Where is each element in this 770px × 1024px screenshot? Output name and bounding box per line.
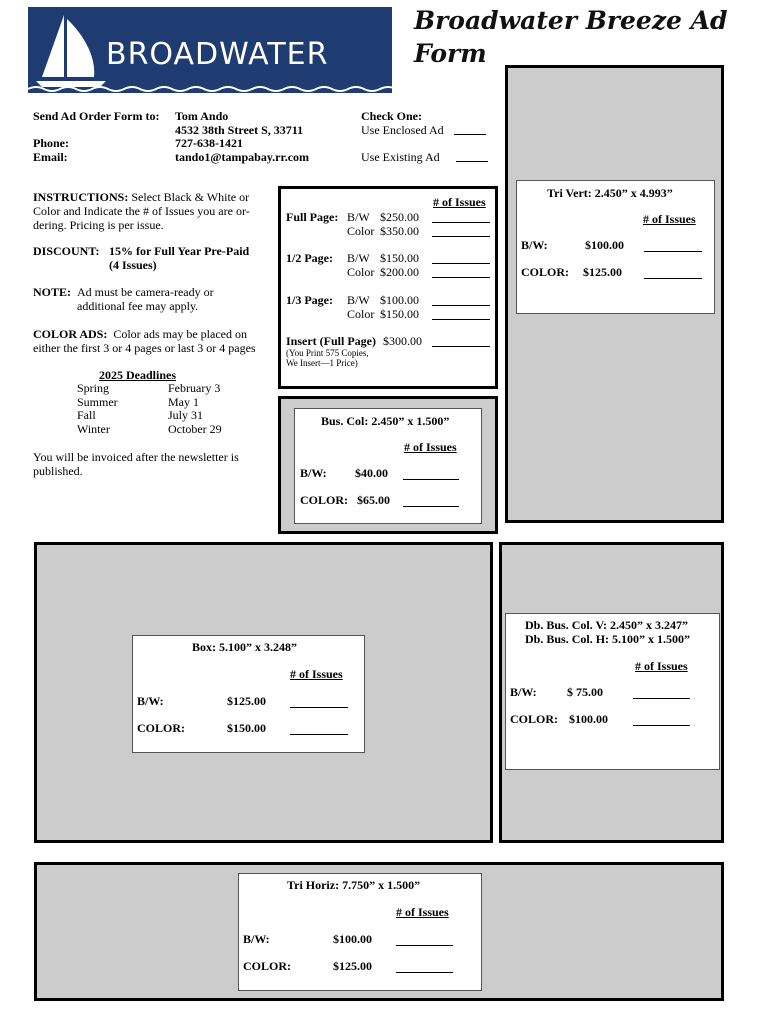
db-bus-title-h: Db. Bus. Col. H: 5.100” x 1.500” [525, 632, 691, 646]
bus-col-title: Bus. Col: 2.450” x 1.500” [321, 414, 450, 428]
discount-label: DISCOUNT: [33, 244, 100, 258]
tri-horiz-panel [34, 862, 724, 1001]
full-color-price: $350.00 [380, 224, 419, 238]
db-bus-color-issues[interactable] [633, 725, 690, 726]
color-ads-label: COLOR ADS: [33, 327, 108, 341]
phone-value: 727-638-1421 [175, 136, 243, 150]
contact-address: 4532 38th Street S, 33711 [175, 123, 304, 137]
tri-vert-bw-issues[interactable] [644, 251, 702, 252]
page-title: Broadwater Breeze Ad Form [414, 6, 728, 68]
db-bus-bw-price: $ 75.00 [567, 685, 603, 699]
tri-vert-bw-price: $100.00 [585, 238, 624, 252]
discount-text2: (4 Issues) [109, 258, 157, 272]
tri-horiz-issues-header: # of Issues [396, 905, 449, 919]
bus-col-color-label: COLOR: [300, 493, 348, 507]
half-color-price: $200.00 [380, 265, 419, 279]
instructions-text2: Color and Indicate the # of Issues you are or- [33, 204, 250, 218]
bus-col-color-price: $65.00 [357, 493, 390, 507]
color-label: Color [347, 224, 375, 238]
tri-horiz-card [238, 873, 482, 991]
full-page-label: Full Page: [286, 210, 339, 224]
tri-horiz-bw-price: $100.00 [333, 932, 372, 946]
tri-vert-panel [505, 65, 724, 523]
db-bus-bw-issues[interactable] [633, 698, 690, 699]
deadline-date: February 3 [168, 381, 221, 395]
send-to-label: Send Ad Order Form to: [33, 109, 160, 123]
deadline-date: October 29 [168, 422, 222, 436]
color-ads-text2: either the first 3 or 4 pages or last 3 or 4 pages [33, 341, 256, 355]
bus-col-card [294, 408, 482, 524]
third-color-price: $150.00 [380, 307, 419, 321]
page-ads-box [278, 186, 498, 389]
box-title: Box: 5.100” x 3.248” [192, 640, 297, 654]
tri-vert-issues-header: # of Issues [643, 212, 696, 226]
db-bus-issues-header: # of Issues [635, 659, 688, 673]
insert-label: Insert (Full Page) [286, 334, 376, 348]
color-label: Color [347, 307, 375, 321]
bw-label: B/W [347, 210, 370, 224]
box-color-price: $150.00 [227, 721, 266, 735]
bus-col-bw-label: B/W: [300, 466, 327, 480]
deadlines-heading: 2025 Deadlines [99, 368, 177, 382]
full-color-issues[interactable] [432, 236, 490, 237]
db-bus-panel [499, 542, 724, 843]
half-bw-issues[interactable] [432, 263, 490, 264]
half-page-label: 1/2 Page: [286, 251, 333, 265]
insert-note1: (You Print 575 Copies, [286, 348, 369, 358]
invoice-note1: You will be invoiced after the newsletter is [33, 450, 239, 464]
instructions-label: INSTRUCTIONS: [33, 190, 129, 204]
tri-horiz-color-issues[interactable] [396, 972, 453, 973]
box-card [132, 635, 365, 753]
tri-vert-title: Tri Vert: 2.450” x 4.993” [547, 186, 673, 200]
email-label: Email: [33, 150, 68, 164]
deadline-season: Winter [77, 422, 110, 436]
db-bus-bw-label: B/W: [510, 685, 537, 699]
box-panel [34, 542, 493, 843]
tri-vert-color-price: $125.00 [583, 265, 622, 279]
tri-vert-bw-label: B/W: [521, 238, 548, 252]
tri-vert-color-label: COLOR: [521, 265, 569, 279]
enclosed-ad-check[interactable] [454, 134, 486, 135]
db-bus-color-price: $100.00 [569, 712, 608, 726]
tri-horiz-color-label: COLOR: [243, 959, 291, 973]
color-ads [33, 327, 278, 355]
color-ads-text1: Color ads may be placed on [113, 327, 247, 341]
color-label: Color [347, 265, 375, 279]
bus-col-color-issues[interactable] [403, 506, 459, 507]
full-bw-price: $250.00 [380, 210, 419, 224]
db-bus-color-label: COLOR: [510, 712, 558, 726]
check-one-label: Check One: [361, 109, 422, 123]
full-bw-issues[interactable] [432, 222, 490, 223]
bus-col-issues-header: # of Issues [404, 440, 457, 454]
deadline-date: May 1 [168, 395, 199, 409]
issues-header: # of Issues [433, 195, 486, 209]
note-text1: Ad must be camera-ready or [77, 285, 214, 299]
insert-issues[interactable] [432, 346, 490, 347]
instructions-text1: Select Black & White or [131, 190, 250, 204]
third-color-issues[interactable] [432, 319, 490, 320]
box-color-label: COLOR: [137, 721, 185, 735]
insert-note2: We Insert—1 Price) [286, 358, 358, 368]
tri-vert-card [516, 180, 715, 314]
box-issues-header: # of Issues [290, 667, 343, 681]
bus-col-bw-price: $40.00 [355, 466, 388, 480]
tri-vert-color-issues[interactable] [644, 278, 702, 279]
phone-label: Phone: [33, 136, 69, 150]
half-bw-price: $150.00 [380, 251, 419, 265]
broadwater-logo [28, 7, 392, 93]
bw-label: B/W [347, 293, 370, 307]
existing-ad-check[interactable] [456, 161, 488, 162]
deadline-season: Summer [77, 395, 118, 409]
third-bw-price: $100.00 [380, 293, 419, 307]
tri-horiz-title: Tri Horiz: 7.750” x 1.500” [287, 878, 421, 892]
note-label: NOTE: [33, 285, 72, 299]
half-color-issues[interactable] [432, 277, 490, 278]
logo-text: BROADWATER [106, 37, 329, 72]
instructions-text3: dering. Pricing is per issue. [33, 218, 164, 232]
db-bus-title-v: Db. Bus. Col. V: 2.450” x 3.247” [525, 618, 689, 632]
existing-ad-label: Use Existing Ad [361, 150, 440, 164]
deadline-season: Spring [77, 381, 110, 395]
tri-horiz-color-price: $125.00 [333, 959, 372, 973]
third-page-label: 1/3 Page: [286, 293, 333, 307]
contact-name: Tom Ando [175, 109, 229, 123]
tri-horiz-bw-label: B/W: [243, 932, 270, 946]
deadline-date: July 31 [168, 408, 204, 422]
discount-text1: 15% for Full Year Pre-Paid [109, 244, 250, 258]
insert-price: $300.00 [383, 334, 422, 348]
box-bw-issues[interactable] [290, 707, 348, 708]
email-value: tando1@tampabay.rr.com [175, 150, 310, 164]
box-bw-price: $125.00 [227, 694, 266, 708]
invoice-note2: published. [33, 464, 83, 478]
box-color-issues[interactable] [290, 734, 348, 735]
deadline-season: Fall [77, 408, 96, 422]
db-bus-card [505, 613, 720, 770]
instructions [33, 190, 273, 232]
tri-horiz-bw-issues[interactable] [396, 945, 453, 946]
bus-col-bw-issues[interactable] [403, 479, 459, 480]
note-text2: additional fee may apply. [77, 299, 199, 313]
box-bw-label: B/W: [137, 694, 164, 708]
third-bw-issues[interactable] [432, 305, 490, 306]
bus-col-panel [278, 396, 498, 534]
enclosed-ad-label: Use Enclosed Ad [361, 123, 444, 137]
bw-label: B/W [347, 251, 370, 265]
